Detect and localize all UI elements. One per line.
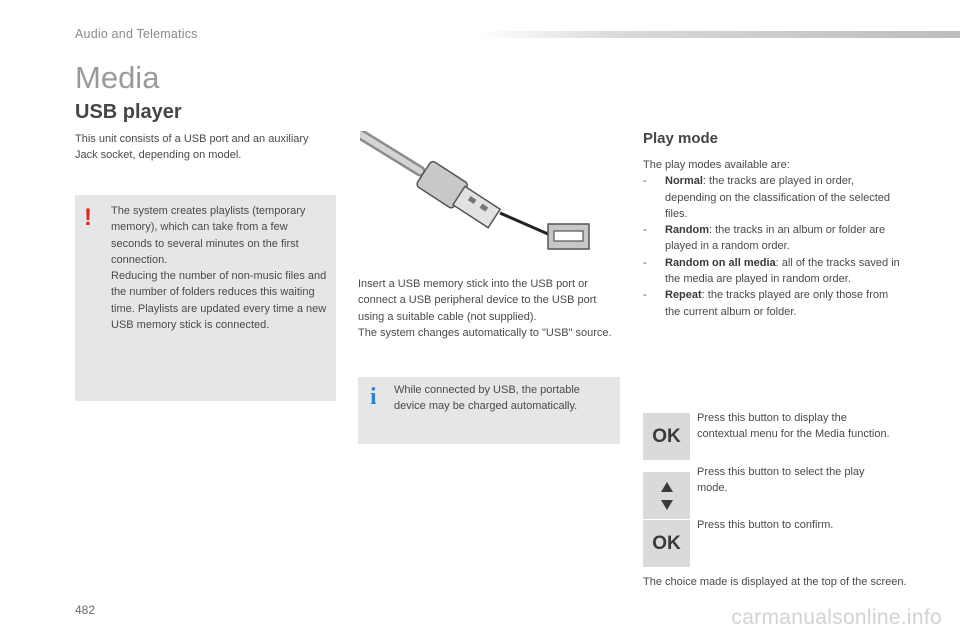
watermark: carmanualsonline.info	[731, 606, 942, 629]
mode-name: Normal	[665, 175, 703, 188]
play-modes-list	[643, 157, 903, 320]
up-down-buttons[interactable]	[643, 472, 690, 519]
section-header: Audio and Telematics	[75, 27, 198, 41]
list-item: - Random: the tracks in an album or folder are played in a random order.	[643, 224, 886, 253]
list-item: - Random on all media: all of the tracks saved in the media are played in random order.	[643, 256, 900, 286]
arrow-up-icon[interactable]	[661, 482, 673, 492]
warning-box	[75, 195, 336, 401]
info-box	[358, 377, 620, 444]
mode-name: Random on all media	[665, 256, 776, 269]
play-mode-heading: Play mode	[643, 130, 719, 147]
ok-button-menu[interactable]: OK	[643, 413, 690, 460]
insert-usb-text: Insert a USB memory stick into the USB port or connect a USB peripheral device to the USB port using a suitable cable (not supplied). The system changes automatically to "USB" source.	[358, 278, 612, 339]
warning-icon: !	[84, 204, 92, 231]
page-title: Media	[75, 60, 160, 95]
info-icon: i	[370, 384, 377, 410]
usb-intro-text: This unit consists of a USB port and an auxiliary Jack socket, depending on model.	[75, 133, 309, 162]
info-text: While connected by USB, the portable device may be charged automatically.	[394, 384, 580, 413]
page-number: 482	[75, 603, 96, 617]
list-item: - Repeat: the tracks played are only those from the current album or folder.	[643, 289, 889, 318]
usb-player-heading: USB player	[75, 101, 182, 123]
arrow-down-icon[interactable]	[661, 500, 673, 510]
mode-name: Random	[665, 224, 709, 237]
ok-menu-description: Press this button to display the contextual menu for the Media function.	[697, 412, 890, 441]
confirm-description: Press this button to confirm.	[697, 519, 834, 531]
mode-name: Repeat	[665, 289, 702, 302]
choice-display-text: The choice made is displayed at the top of the screen.	[643, 576, 907, 588]
play-modes-intro: The play modes available are:	[643, 159, 790, 171]
usb-stick-illustration	[360, 131, 600, 256]
warning-text: The system creates playlists (temporary memory), which can take from a few seconds to several minutes on the first connection. Reducing the number of non-music files and the number of folders reduces this waiting time. Playlists are updated every time a new USB memory stick is connected.	[111, 205, 327, 332]
list-item: - Normal: the tracks are played in order, depending on the classification of the selected files.	[643, 175, 891, 220]
ok-button-confirm[interactable]: OK	[643, 520, 690, 567]
header-rule	[478, 31, 960, 38]
select-mode-description: Press this button to select the play mode.	[697, 466, 865, 495]
